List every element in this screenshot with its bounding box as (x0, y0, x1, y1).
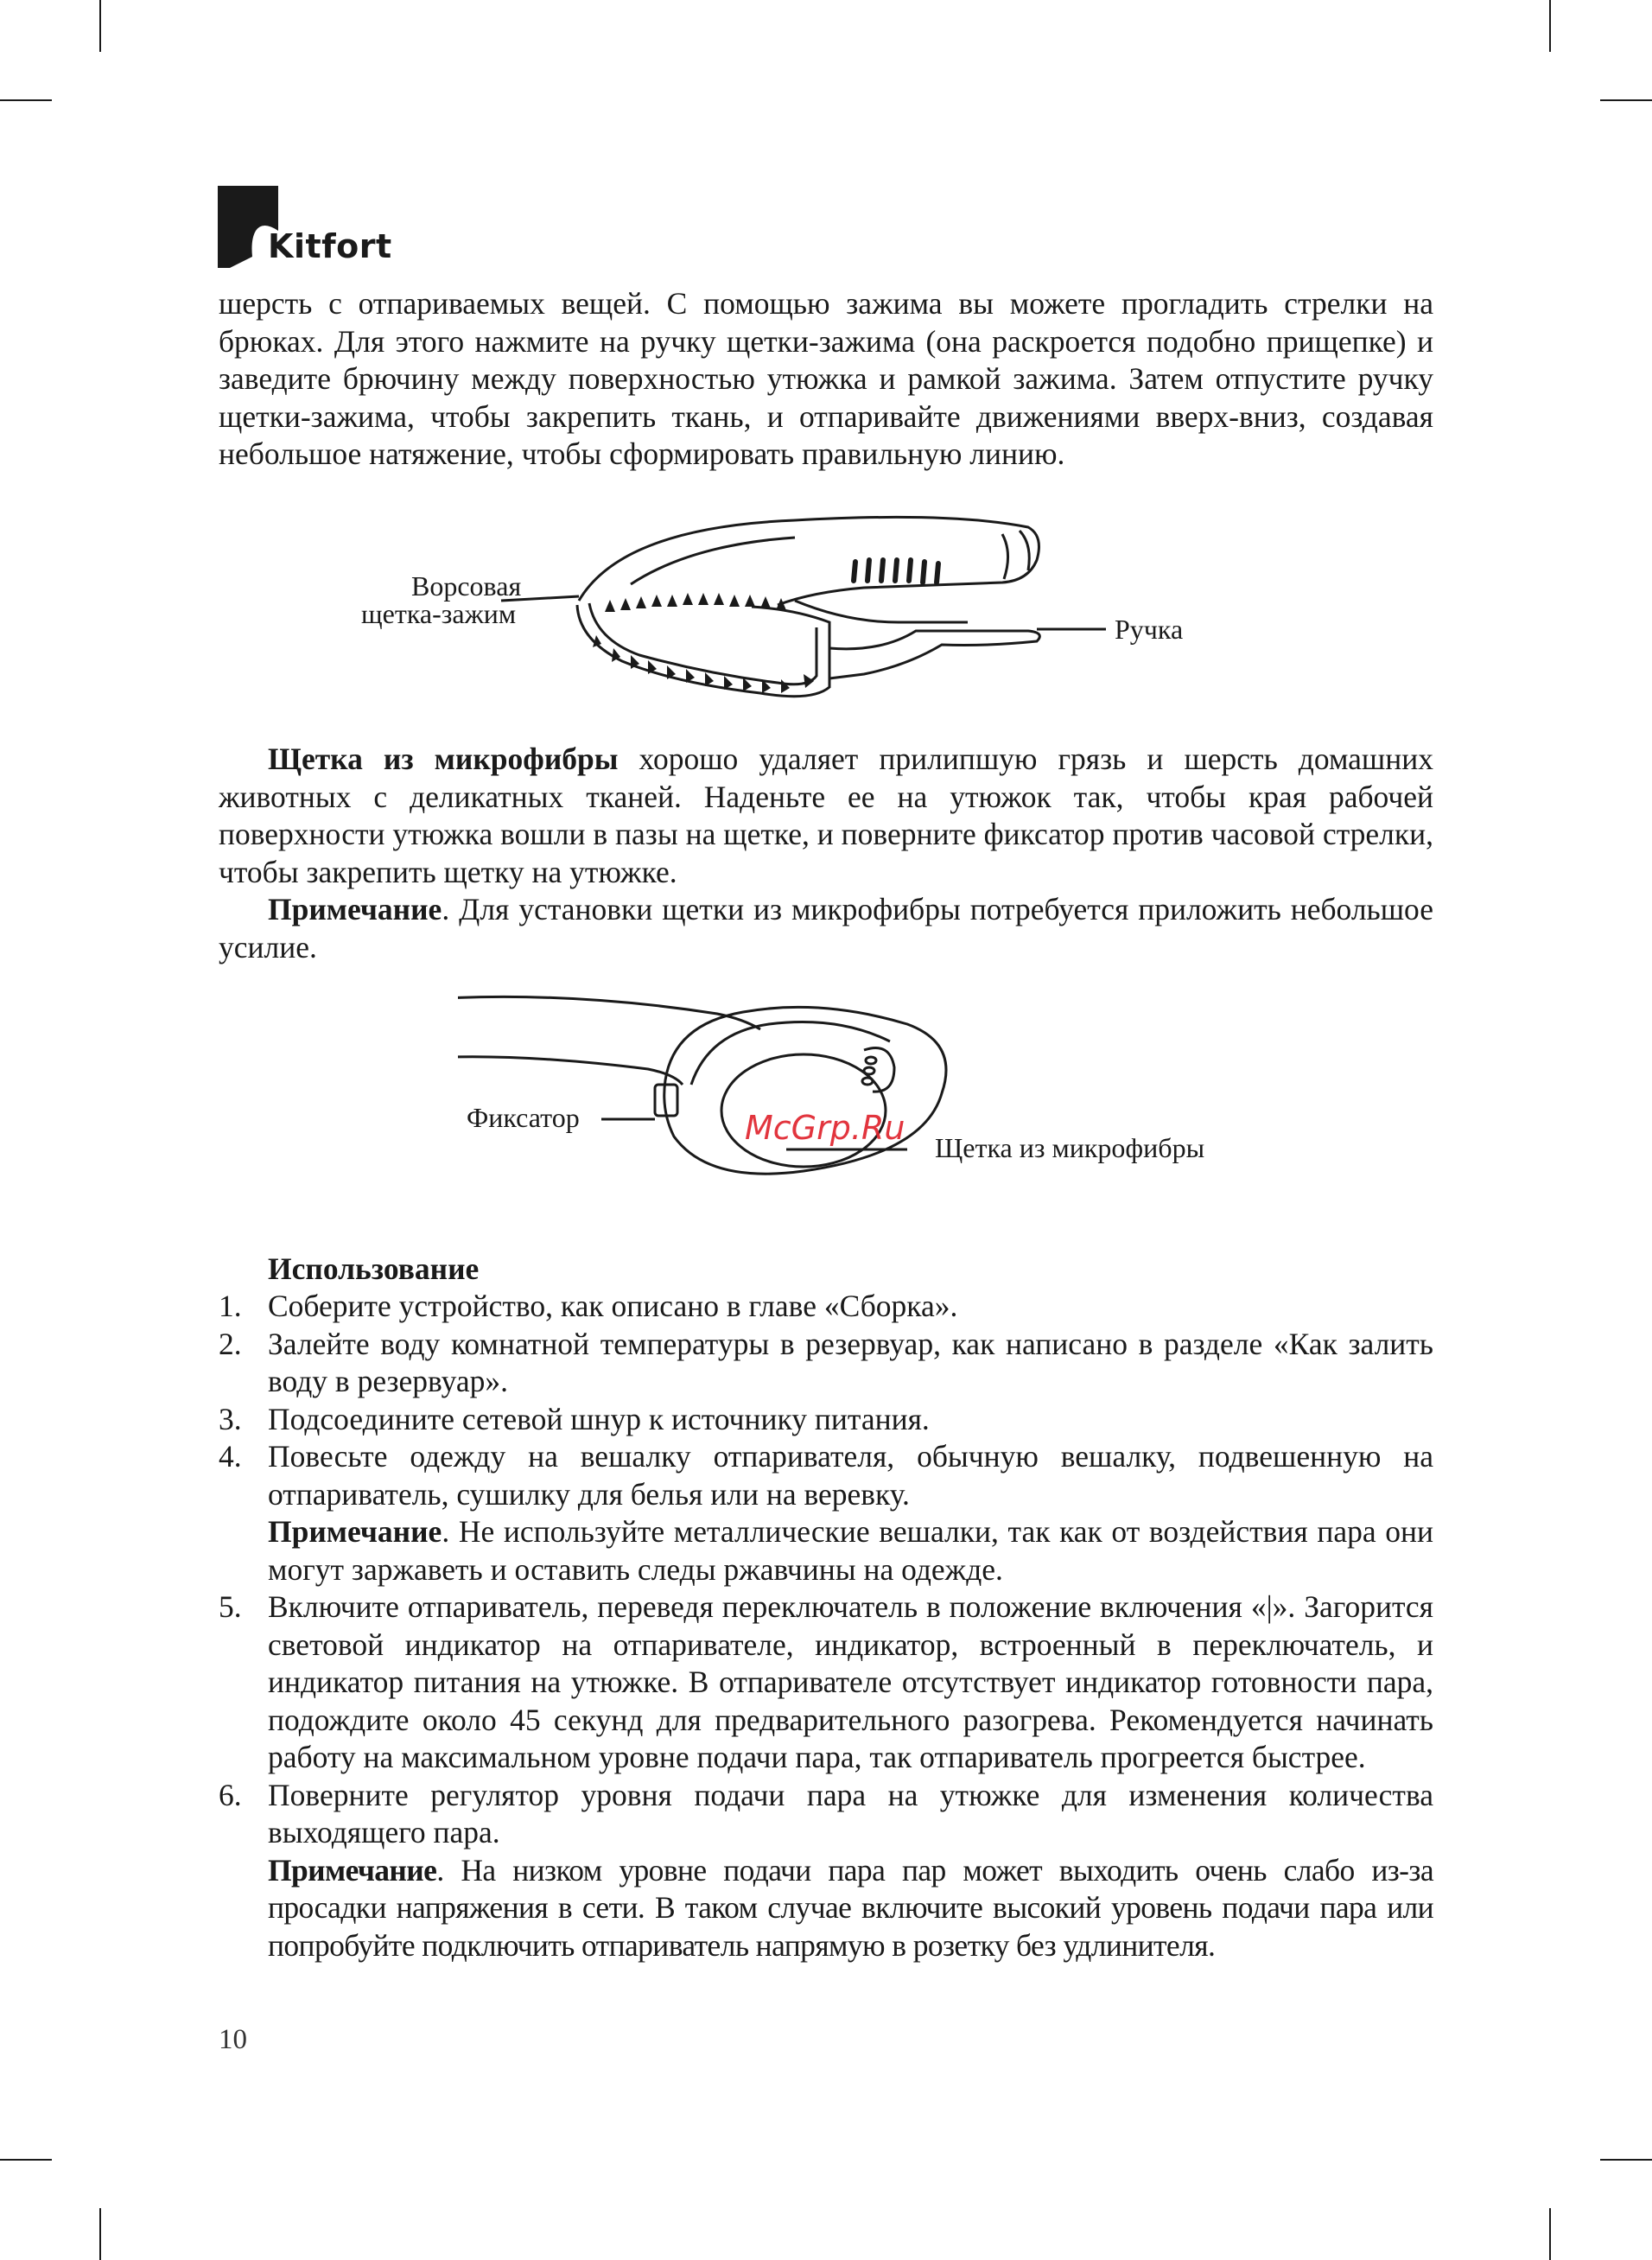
label-lock: Фиксатор (467, 1102, 580, 1133)
step-text: Соберите устройство, как описано в главе «Сборка». (268, 1289, 958, 1323)
note-text: . Для установки щетки из микрофибры потребуется приложить небольшое усилие. (219, 892, 1433, 964)
brand-name: Kitfort (268, 227, 392, 265)
note-label: Примечание (268, 892, 442, 926)
intro-paragraph: шерсть с отпариваемых вещей. С помощью зажима вы можете прогладить стрелки на брюках. Для этого нажмите на ручку щетки-зажима (она раскроется подобно прищепке) и заведите брючину между поверхностью утюжка и рамкой зажима. Затем отпустите ручку щетки-зажима, чтобы закрепить ткань, и отпаривайте движениями вверх-вниз, создавая небольшое натяжение, чтобы сформировать правильную линию. (219, 286, 1433, 471)
list-item (219, 1588, 1433, 1777)
step-text: Поверните регулятор уровня подачи пара на утюжке для изменения количества выходящего пара. (268, 1777, 1433, 1849)
microfiber-text: хорошо удаляет прилипшую грязь и шерсть домашних животных с деликатных тканей. Наденьте ее на утюжок так, чтобы края рабочей поверхности утюжка вошли в пазы на щетке, и поверните фиксатор против часовой стрелки, чтобы закрепить щетку на утюжке. (219, 742, 1434, 889)
step-text: Подсоедините сетевой шнур к источнику питания. (268, 1401, 930, 1436)
step-note (268, 1513, 1433, 1588)
figure-brush-clamp (346, 510, 1261, 709)
note-text: . На низком уровне подачи пара пар может выходить очень слабо из-за просадки напряжения в сети. В таком случае включите высокий уровень подачи пара или попробуйте подключить отпариватель напрямую в розетку без удлинителя. (268, 1852, 1433, 1963)
figure-microfiber-brush (458, 990, 1253, 1184)
label-microfiber-brush: Щетка из микрофибры (935, 1132, 1205, 1163)
microfiber-paragraph (219, 741, 1433, 891)
crop-mark (1600, 2159, 1652, 2161)
watermark: McGrp.Ru (745, 1109, 905, 1147)
note-label: Примечание (268, 1514, 442, 1549)
label-brush-clamp-line1: Ворсовая (411, 570, 522, 602)
step-text: Повесьте одежду на вешалку отпаривателя, обычную вешалку, подвешенную на отпариватель, сушилку для белья или на веревку. (268, 1439, 1433, 1512)
step-text: Залейте воду комнатной температуры в резервуар, как написано в разделе «Как залить воду в резервуар». (268, 1326, 1433, 1398)
list-item (219, 1288, 1433, 1326)
label-brush-clamp-line2: щетка-зажим (361, 598, 517, 629)
step-number: 4. (219, 1439, 242, 1474)
step-number: 5. (219, 1589, 242, 1624)
list-item (219, 1401, 1433, 1439)
microfiber-note (219, 891, 1433, 966)
list-item (219, 1326, 1433, 1401)
crop-mark (0, 99, 52, 101)
note-label: Примечание (268, 1852, 437, 1888)
label-handle: Ручка (1115, 614, 1184, 645)
step-text: Включите отпариватель, переведя переключатель в положение включения «|». Загорится световой индикатор на отпаривателе, индикатор, встроенный в переключатель, и индикатор питания на утюжке. В отпаривателе отсутствует индикатор готовности пара, подождите около 45 секунд для предварительного разогрева. Рекомендуется начинать работу на максимальном уровне подачи пара, так отпариватель прогреется быстрее. (268, 1589, 1433, 1774)
usage-heading: Использование (268, 1251, 480, 1286)
crop-mark (99, 0, 101, 52)
list-item (219, 1777, 1433, 1965)
usage-steps (219, 1288, 1433, 1964)
crop-mark (0, 2159, 52, 2161)
page-number: 10 (219, 2024, 247, 2055)
crop-mark (99, 2208, 101, 2260)
step-number: 2. (219, 1326, 242, 1361)
microfiber-title: Щетка из микрофибры (268, 742, 619, 776)
brand-logo (218, 186, 391, 272)
crop-mark (1549, 0, 1551, 52)
step-number: 6. (219, 1777, 242, 1812)
list-item (219, 1438, 1433, 1588)
step-number: 1. (219, 1289, 242, 1323)
step-number: 3. (219, 1401, 242, 1436)
step-note (268, 1852, 1433, 1965)
crop-mark (1549, 2208, 1551, 2260)
crop-mark (1600, 99, 1652, 101)
note-text: . Не используйте металлические вешалки, так как от воздействия пара они могут заржаветь и оставить следы ржавчины на одежде. (268, 1514, 1433, 1587)
